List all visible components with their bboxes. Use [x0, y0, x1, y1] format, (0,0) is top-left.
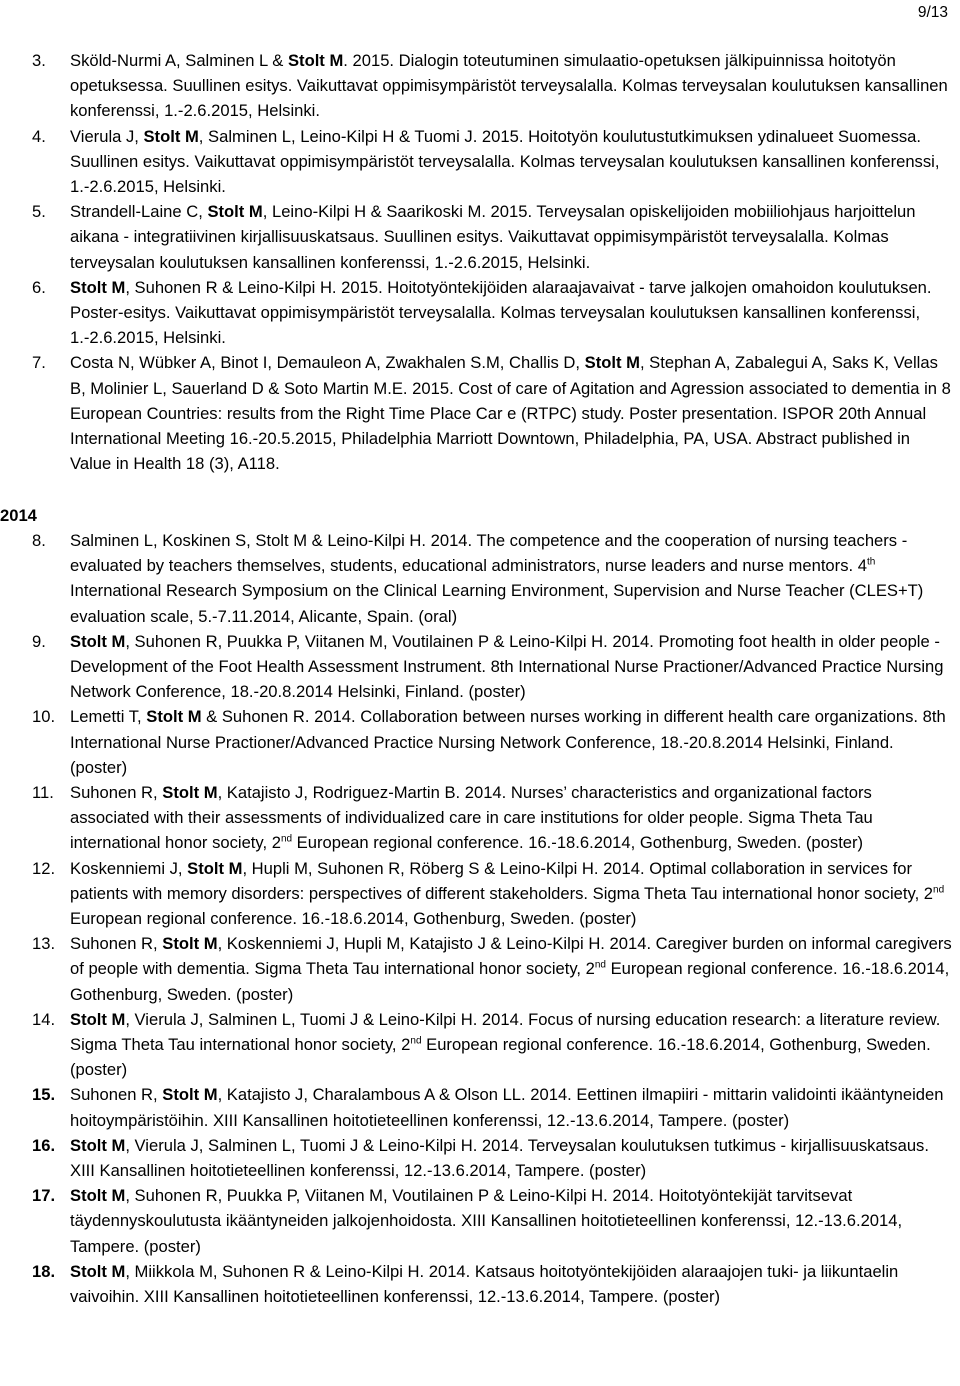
highlighted-author: Stolt M	[162, 934, 218, 954]
entry-text: Suhonen R,	[70, 783, 163, 803]
reference-entry	[32, 48, 954, 124]
entry-text: . 2015. Dialogin toteutuminen simulaatio-opetuksen jälkipuinnissa hoitotyön opetuksessa. Suullinen esitys. Vaikuttavat oppimisympäristöt terveysalalla. Kolmas terveysalan koulutuksen kansallinen konferenssi, 1.-2.6.2015, Helsinki.	[70, 51, 948, 121]
highlighted-author: Stolt M	[162, 1085, 218, 1105]
entry-text: & Suhonen R. 2014. Collaboration between nurses working in different health care organizations. 8th International Nurse Practioner/Advanced Practice Nursing Network Conference, 18.-20.8.2014 Helsinki, Finland. (poster)	[70, 707, 946, 777]
reference-entry	[32, 1259, 954, 1309]
highlighted-author: Stolt M	[162, 783, 218, 803]
reference-entry	[32, 1183, 954, 1259]
reference-list-2014	[32, 528, 954, 1309]
entry-number: 16.	[32, 1135, 56, 1155]
entry-number: 9.	[32, 631, 46, 651]
entry-text: European regional conference. 16.-18.6.2014, Gothenburg, Sweden. (poster)	[70, 1035, 931, 1080]
highlighted-author: Stolt M	[70, 1261, 126, 1281]
entry-number: 8.	[32, 531, 46, 550]
highlighted-author: Stolt M	[70, 1186, 126, 1206]
highlighted-author: Stolt M	[287, 51, 344, 70]
entry-text: , Salminen L, Leino-Kilpi H & Tuomi J. 2015. Hoitotyön koulutustutkimuksen ydinalueet Suomessa. Suullinen esitys. Vaikuttavat oppimisympäristöt terveysalalla. Kolmas terveysalan koulutuksen kansallinen konferenssi, 1.-2.6.2015, Helsinki.	[70, 126, 940, 197]
entry-number: 14.	[32, 1009, 56, 1029]
entry-text: European regional conference. 16.-18.6.2014, Gothenburg, Sweden. (poster)	[70, 909, 637, 929]
entry-number: 12.	[32, 858, 56, 878]
entry-text: , Koskenniemi J, Hupli M, Katajisto J & Leino-Kilpi H. 2014. Caregiver burden on informal caregivers of people with dementia. Sigma Theta Tau international honor society, 2	[70, 934, 952, 979]
highlighted-author: Stolt M	[207, 202, 263, 222]
year-heading-2014: 2014	[0, 506, 37, 525]
entry-number: 11.	[32, 783, 54, 803]
entry-text: Koskenniemi J,	[70, 858, 188, 878]
entry-text: , Miikkola M, Suhonen R & Leino-Kilpi H. 2014. Katsaus hoitotyöntekijöiden alaraajojen tuki- ja liikuntaelin vaivoihin. XIII Kansallinen hoitotieteellinen konferenssi, 12.-13.6.2014, Tampere. (poster)	[70, 1261, 899, 1307]
entry-number: 17.	[32, 1186, 56, 1206]
highlighted-author: Stolt M	[70, 1135, 126, 1155]
reference-entry	[32, 629, 954, 705]
entry-number: 10.	[32, 707, 56, 727]
entry-text: , Suhonen R, Puukka P, Viitanen M, Voutilainen P & Leino-Kilpi H. 2014. Hoitotyöntekijät tarvitsevat täydennyskoulutusta ikääntyneiden jalkojenhoidosta. XIII Kansallinen hoitotieteellinen konferenssi, 12.-13.6.2014, Tampere. (poster)	[70, 1186, 903, 1256]
entry-text: , Katajisto J, Charalambous A & Olson LL. 2014. Eettinen ilmapiiri - mittarin validointi ikääntyneiden hoitoympäristöihin. XIII Kansallinen hoitotieteellinen konferenssi, 12.-13.6.2014, Tampere. (poster)	[70, 1085, 944, 1130]
entry-text: , Stephan A, Zabalegui A, Saks K, Vellas B, Molinier L, Sauerland D & Soto Martin M.E. 2015. Cost of care of Agitation and Agression associated to dementia in 8 European Countries: results from the Right Time Place Car e (RTPC) study. Poster presentation. ISPOR 20th Annual International Meeting 16.-20.5.2015, Philadelphia Marriott Downtown, Philadelphia, PA, USA. Abstract published in Value in Health 18 (3), A118.	[70, 353, 951, 474]
entry-number: 5.	[32, 202, 46, 222]
reference-entry	[32, 1133, 954, 1183]
entry-text: , Leino-Kilpi H & Saarikoski M. 2015. Terveysalan opiskelijoiden mobiiliohjaus harjoittelun aikana - integratiivinen kirjallisuuskatsaus. Suullinen esitys. Vaikuttavat oppimisympäristöt terveysalalla. Kolmas terveysalan koulutuksen kansallinen konferenssi, 1.-2.6.2015, Helsinki.	[70, 202, 916, 272]
entry-number: 4.	[32, 126, 46, 146]
ordinal-suffix: th	[866, 556, 876, 568]
entry-text: Suhonen R,	[70, 934, 163, 954]
entry-text: European regional conference. 16.-18.6.2014, Gothenburg, Sweden. (poster)	[70, 959, 950, 1004]
entry-text: , Katajisto J, Rodriguez-Martin B. 2014. Nurses’ characteristics and organizational factors associated with their assessments of individualized care in care institutions for older people. Sigma Theta Tau international honor society, 2	[70, 783, 873, 853]
entry-text: Vierula J,	[70, 126, 144, 146]
entry-text: Salminen L, Koskinen S, Stolt M & Leino-Kilpi H. 2014. The competence and the cooperation of nursing teachers - evaluated by teachers themselves, students, educational administrators, nurse leaders and nurse mentors. 4	[70, 531, 908, 576]
entry-text: , Hupli M, Suhonen R, Röberg S & Leino-Kilpi H. 2014. Optimal collaboration in services for patients with memory disorders: perspectives of different stakeholders. Sigma Theta Tau international honor society, 2	[70, 858, 934, 903]
ordinal-suffix: nd	[410, 1035, 422, 1047]
reference-entry	[32, 124, 954, 200]
reference-list-2015	[32, 48, 954, 476]
entry-text: Lemetti T,	[70, 707, 147, 727]
entry-number: 13.	[32, 934, 56, 954]
reference-entry	[32, 931, 954, 1007]
entry-text: Sköld-Nurmi A, Salminen L &	[70, 51, 288, 70]
reference-entry	[32, 704, 954, 780]
reference-entry	[32, 528, 954, 629]
highlighted-author: Stolt M	[70, 1009, 126, 1029]
entry-text: European regional conference. 16.-18.6.2014, Gothenburg, Sweden. (poster)	[292, 833, 864, 853]
reference-entry	[32, 856, 954, 932]
highlighted-author: Stolt M	[70, 631, 126, 651]
reference-entry	[32, 350, 954, 476]
ordinal-suffix: nd	[594, 959, 606, 971]
reference-entry	[32, 199, 954, 275]
reference-entry	[32, 1082, 954, 1132]
entry-text: Strandell-Laine C,	[70, 202, 208, 222]
entry-number: 15.	[32, 1085, 56, 1105]
highlighted-author: Stolt M	[146, 707, 202, 727]
reference-entry	[32, 275, 954, 351]
entry-number: 18.	[32, 1261, 56, 1281]
page-number: 9/13	[917, 4, 948, 21]
highlighted-author: Stolt M	[187, 858, 243, 878]
ordinal-suffix: nd	[280, 833, 293, 845]
entry-text: , Suhonen R & Leino-Kilpi H. 2015. Hoitotyöntekijöiden alaraajavaivat - tarve jalkojen omahoidon koulutuksen. Poster-esitys. Vaikuttavat oppimisympäristöt terveysalalla. Kolmas terveysalan koulutuksen kansallinen konferenssi, 1.-2.6.2015, Helsinki.	[70, 277, 932, 348]
entry-text: , Vierula J, Salminen L, Tuomi J & Leino-Kilpi H. 2014. Focus of nursing education research: a literature review. Sigma Theta Tau international honor society, 2	[70, 1009, 941, 1055]
entry-number: 3.	[32, 51, 46, 70]
reference-entry	[32, 780, 954, 856]
entry-number: 7.	[32, 353, 46, 373]
entry-number: 6.	[32, 277, 46, 297]
entry-text: , Suhonen R, Puukka P, Viitanen M, Voutilainen P & Leino-Kilpi H. 2014. Promoting foot health in older people - Development of the Foot Health Assessment Instrument. 8th International Nurse Practioner/Advanced Practice Nursing Network Conference, 18.-20.8.2014 Helsinki, Finland. (poster)	[70, 631, 944, 702]
reference-entry	[32, 1007, 954, 1083]
highlighted-author: Stolt M	[584, 353, 640, 373]
entry-text: Suhonen R,	[70, 1085, 163, 1105]
ordinal-suffix: nd	[933, 884, 945, 896]
highlighted-author: Stolt M	[143, 126, 199, 146]
entry-text: Costa N, Wübker A, Binot I, Demauleon A, Zwakhalen S.M, Challis D,	[70, 353, 585, 373]
entry-text: International Research Symposium on the Clinical Learning Environment, Supervision and Nurse Teacher (CLES+T) evaluation scale, 5.-7.11.2014, Alicante, Spain. (oral)	[70, 581, 924, 626]
highlighted-author: Stolt M	[70, 277, 126, 297]
entry-text: , Vierula J, Salminen L, Tuomi J & Leino-Kilpi H. 2014. Terveysalan koulutuksen tutkimus - kirjallisuuskatsaus. XIII Kansallinen hoitotieteellinen konferenssi, 12.-13.6.2014, Tampere. (poster)	[70, 1135, 929, 1181]
